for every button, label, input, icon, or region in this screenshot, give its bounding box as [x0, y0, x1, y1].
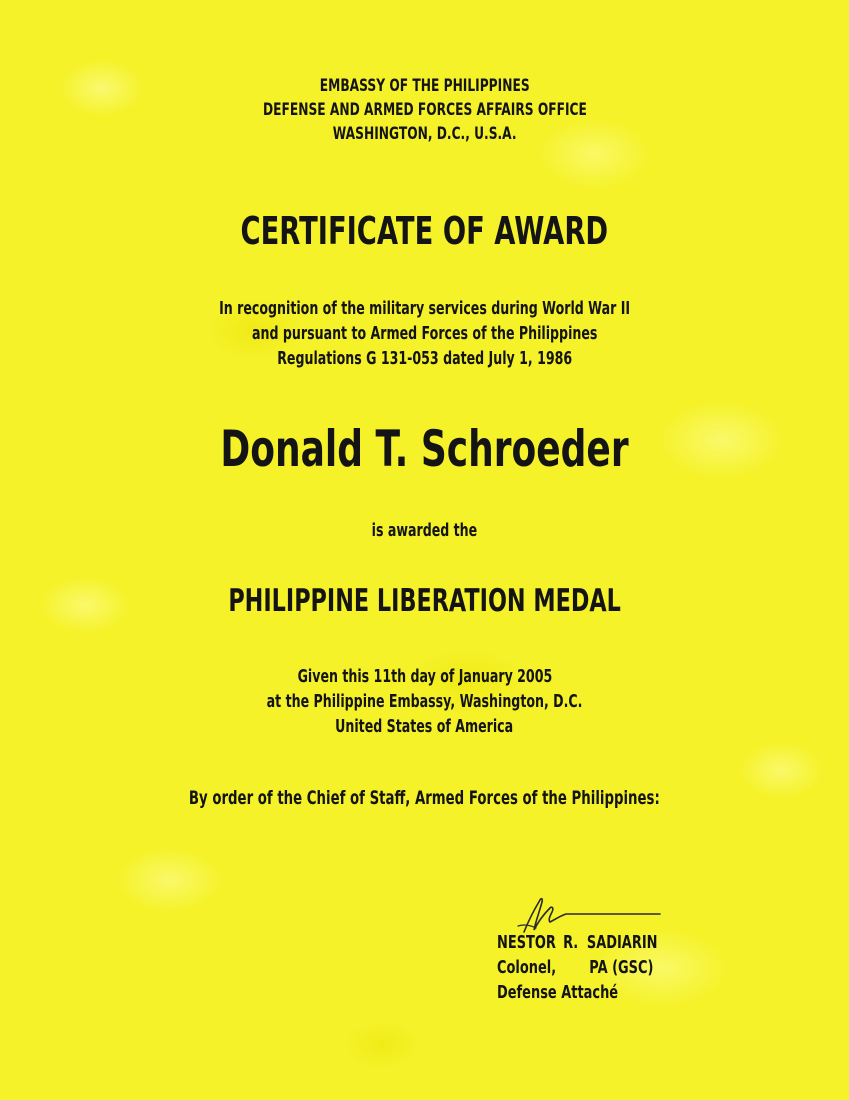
header-line-2: DEFENSE AND ARMED FORCES AFFAIRS OFFICE	[262, 100, 587, 120]
certificate-title-text: CERTIFICATE OF AWARD	[240, 209, 609, 253]
given-line-3: United States of America	[335, 716, 514, 737]
given-line-2: at the Philippine Embassy, Washington, D.C.	[266, 691, 583, 712]
signatory-block	[497, 930, 720, 1005]
awarded-text: is awarded the	[371, 520, 478, 541]
recognition-line-3: Regulations G 131-053 dated July 1, 1986	[277, 348, 572, 369]
signatory-rank: Colonel,	[497, 957, 557, 978]
header-line-1: EMBASSY OF THE PHILIPPINES	[319, 76, 530, 96]
order-statement	[0, 786, 849, 811]
recipient-name	[0, 418, 849, 480]
recognition-statement	[0, 296, 849, 371]
order-text: By order of the Chief of Staff, Armed Forces of the Philippines:	[189, 787, 660, 809]
header-line-3: WASHINGTON, D.C., U.S.A.	[332, 124, 517, 144]
medal-name-text: PHILIPPINE LIBERATION MEDAL	[228, 583, 621, 619]
medal-name	[0, 582, 849, 620]
signatory-name	[497, 930, 657, 955]
signatory-last-name: SADIARIN	[586, 932, 658, 953]
given-statement	[0, 664, 849, 739]
given-line-1: Given this 11th day of January 2005	[297, 666, 552, 687]
recognition-line-2: and pursuant to Armed Forces of the Philippines	[251, 323, 598, 344]
certificate-title	[0, 208, 849, 255]
signatory-position: Defense Attaché	[497, 982, 619, 1003]
signatory-branch: PA (GSC)	[589, 957, 654, 978]
recognition-line-1: In recognition of the military services during World War II	[218, 298, 631, 319]
recipient-name-text: Donald T. Schroeder	[220, 420, 629, 478]
signatory-middle-initial: R.	[563, 932, 579, 953]
signatory-first-name: NESTOR	[497, 932, 556, 953]
embassy-header	[0, 74, 849, 146]
signatory-rank-line	[497, 955, 653, 980]
awarded-statement	[0, 518, 849, 543]
